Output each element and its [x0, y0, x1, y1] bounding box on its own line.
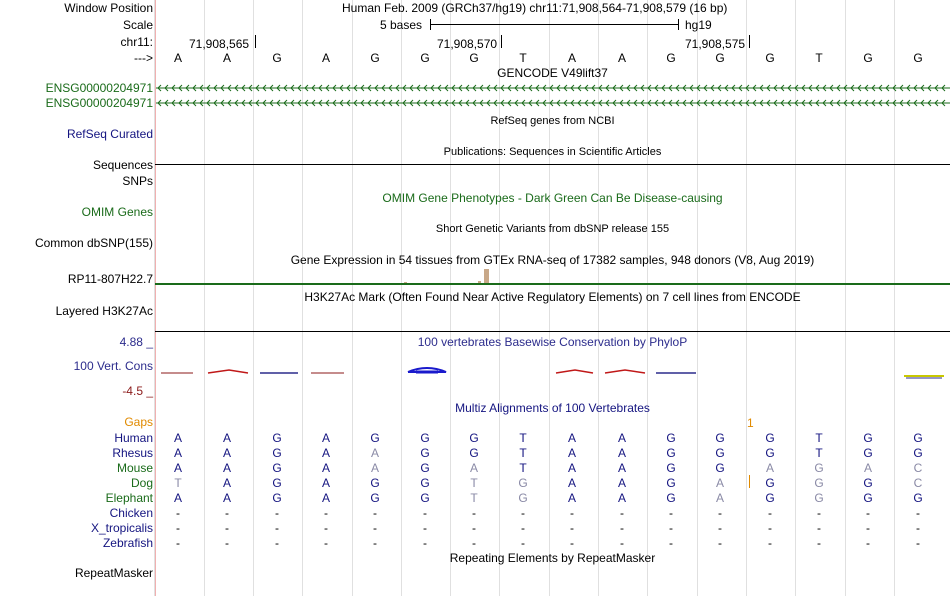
sequences-track-label[interactable]: Sequences — [92, 158, 153, 172]
aligned-base: - — [423, 536, 427, 550]
aligned-base: A — [715, 491, 724, 505]
scale-label: Scale — [122, 18, 153, 32]
scale-bar — [430, 24, 678, 25]
aligned-base: - — [472, 506, 476, 520]
h3k27ac-track-label[interactable]: Layered H3K27Ac — [55, 304, 153, 318]
coordinate-tick — [255, 35, 256, 48]
gtex-gene-bar[interactable] — [155, 283, 950, 285]
aligned-base: - — [225, 536, 229, 550]
gtex-tissue-bar[interactable] — [478, 281, 481, 283]
aligned-base: G — [370, 491, 380, 505]
aligned-base: G — [814, 476, 824, 490]
phylop-negative-peak — [208, 370, 248, 373]
aligned-base: G — [272, 446, 282, 460]
aligned-base: A — [222, 431, 231, 445]
aligned-base: T — [519, 461, 527, 475]
aligned-base: G — [420, 431, 430, 445]
insertion-marker — [749, 475, 750, 488]
reference-base: A — [173, 51, 182, 65]
aligned-base: - — [275, 506, 279, 520]
aligned-base: A — [173, 446, 182, 460]
aligned-base: - — [472, 536, 476, 550]
reference-base: G — [715, 51, 725, 65]
h3k27ac-baseline — [155, 331, 950, 332]
aligned-base: G — [420, 491, 430, 505]
aligned-base: A — [321, 461, 330, 475]
phylop-track-title: 100 vertebrates Basewise Conservation by PhyloP — [417, 335, 688, 349]
aligned-base: G — [272, 461, 282, 475]
aligned-base: A — [173, 461, 182, 475]
phylop-max-label: 4.88 _ — [119, 335, 153, 349]
aligned-base: - — [866, 536, 870, 550]
aligned-base: - — [373, 521, 377, 535]
aligned-base: A — [173, 431, 182, 445]
aligned-base: A — [765, 461, 774, 475]
aligned-base: - — [423, 521, 427, 535]
aligned-base: G — [666, 476, 676, 490]
aligned-base: G — [272, 491, 282, 505]
aligned-base: A — [321, 476, 330, 490]
aligned-base: - — [620, 536, 624, 550]
reference-base: A — [321, 51, 330, 65]
aligned-base: - — [916, 536, 920, 550]
phylop-track-label[interactable]: 100 Vert. Cons — [73, 359, 153, 373]
coordinate-tick-label: 71,908,565 — [189, 37, 250, 51]
aligned-base: T — [815, 446, 823, 460]
aligned-base: G — [666, 431, 676, 445]
aligned-base: T — [519, 446, 527, 460]
gtex-track-title: Gene Expression in 54 tissues from GTEx RNA-seq of 17382 samples, 948 donors (V8, Aug 2019) — [290, 253, 815, 267]
aligned-base: A — [567, 446, 576, 460]
aligned-base: G — [370, 476, 380, 490]
aligned-base: - — [324, 506, 328, 520]
aligned-base: G — [765, 446, 775, 460]
aligned-base: - — [521, 521, 525, 535]
aligned-base: G — [913, 446, 923, 460]
species-label[interactable]: Dog — [130, 476, 153, 490]
aligned-base: G — [272, 476, 282, 490]
aligned-base: A — [370, 461, 379, 475]
multiz-track-title: Multiz Alignments of 100 Vertebrates — [455, 401, 650, 415]
aligned-base: - — [866, 506, 870, 520]
aligned-base: G — [814, 491, 824, 505]
aligned-base: - — [620, 506, 624, 520]
aligned-base: A — [222, 476, 231, 490]
reference-base: A — [617, 51, 626, 65]
species-label[interactable]: Mouse — [116, 461, 153, 475]
aligned-base: G — [715, 431, 725, 445]
reference-base: G — [765, 51, 775, 65]
gencode-gene-label[interactable]: ENSG00000204971 — [45, 96, 153, 110]
aligned-base: A — [567, 476, 576, 490]
omim-track-title: OMIM Gene Phenotypes - Dark Green Can Be Disease-causing — [382, 191, 723, 205]
aligned-base: A — [173, 491, 182, 505]
sequences-track-line — [155, 164, 950, 165]
aligned-base: - — [275, 536, 279, 550]
aligned-base: G — [715, 446, 725, 460]
aligned-base: G — [420, 446, 430, 460]
aligned-base: G — [765, 491, 775, 505]
aligned-base: T — [815, 431, 823, 445]
gencode-gene-models[interactable] — [156, 82, 950, 110]
coordinate-tick-label: 71,908,570 — [437, 37, 498, 51]
window-position-text: Human Feb. 2009 (GRCh37/hg19) chr11:71,908,564-71,908,579 (16 bp) — [342, 1, 728, 15]
aligned-base: - — [225, 521, 229, 535]
repeatmasker-track-title: Repeating Elements by RepeatMasker — [449, 551, 656, 565]
species-label[interactable]: Chicken — [109, 506, 153, 520]
aligned-base: - — [768, 506, 772, 520]
chrom-label: chr11: — [120, 35, 153, 49]
aligned-base: C — [913, 476, 923, 490]
gencode-gene-label[interactable]: ENSG00000204971 — [45, 81, 153, 95]
aligned-base: G — [814, 461, 824, 475]
gaps-label: Gaps — [124, 415, 153, 429]
aligned-base: G — [913, 431, 923, 445]
aligned-base: - — [176, 536, 180, 550]
gencode-track-title: GENCODE V49lift37 — [497, 66, 608, 80]
window-position-label: Window Position — [64, 1, 153, 15]
aligned-base: T — [174, 476, 182, 490]
aligned-base: G — [518, 476, 528, 490]
aligned-base: A — [321, 446, 330, 460]
aligned-base: G — [666, 446, 676, 460]
phylop-negative-peak — [556, 370, 593, 373]
aligned-base: G — [863, 491, 873, 505]
aligned-base: G — [469, 446, 479, 460]
aligned-base: G — [715, 461, 725, 475]
aligned-base: G — [863, 446, 873, 460]
aligned-base: C — [913, 461, 923, 475]
aligned-base: - — [817, 521, 821, 535]
aligned-base: - — [275, 521, 279, 535]
aligned-base: A — [715, 476, 724, 490]
reference-base: G — [272, 51, 282, 65]
reference-base: A — [222, 51, 231, 65]
aligned-base: - — [176, 521, 180, 535]
aligned-base: - — [768, 521, 772, 535]
aligned-base: G — [666, 461, 676, 475]
species-label[interactable]: Elephant — [105, 491, 153, 505]
dbsnp-track-title: Short Genetic Variants from dbSNP release 155 — [435, 223, 670, 235]
gap-marker: 1 — [747, 416, 754, 430]
aligned-base: G — [765, 476, 775, 490]
aligned-base: A — [863, 461, 872, 475]
aligned-base: A — [567, 491, 576, 505]
dbsnp-track-label[interactable]: Common dbSNP(155) — [34, 236, 153, 250]
aligned-base: - — [570, 506, 574, 520]
omim-track-label[interactable]: OMIM Genes — [81, 205, 153, 219]
aligned-base: A — [617, 431, 626, 445]
aligned-base: A — [370, 446, 379, 460]
aligned-base: - — [472, 521, 476, 535]
strand-label: ---> — [134, 51, 153, 65]
scale-bar-label: 5 bases — [380, 18, 423, 32]
reference-base: T — [815, 51, 823, 65]
aligned-base: - — [373, 506, 377, 520]
coordinate-tick — [749, 35, 750, 48]
aligned-base: G — [863, 476, 873, 490]
snps-track-label[interactable]: SNPs — [122, 174, 153, 188]
aligned-base: - — [768, 536, 772, 550]
aligned-base: G — [469, 431, 479, 445]
aligned-base: - — [620, 521, 624, 535]
coordinate-tick — [501, 35, 502, 48]
aligned-base: A — [321, 431, 330, 445]
aligned-base: - — [324, 521, 328, 535]
reference-base: G — [913, 51, 923, 65]
gtex-tissue-bar[interactable] — [484, 269, 489, 283]
aligned-base: - — [916, 521, 920, 535]
reference-base: T — [519, 51, 527, 65]
phylop-min-label: -4.5 _ — [122, 384, 153, 398]
aligned-base: T — [470, 491, 478, 505]
aligned-base: A — [567, 461, 576, 475]
aligned-base: A — [222, 461, 231, 475]
species-label[interactable]: Rhesus — [112, 446, 153, 460]
aligned-base: - — [176, 506, 180, 520]
aligned-base: - — [521, 506, 525, 520]
publications-track-title: Publications: Sequences in Scientific Articles — [443, 146, 662, 158]
species-label[interactable]: X_tropicalis — [90, 521, 153, 535]
h3k27ac-track-title: H3K27Ac Mark (Often Found Near Active Regulatory Elements) on 7 cell lines from ENCODE — [304, 290, 801, 304]
reference-base: G — [666, 51, 676, 65]
aligned-base: A — [222, 491, 231, 505]
aligned-base: - — [570, 521, 574, 535]
aligned-base: - — [817, 506, 821, 520]
aligned-base: - — [718, 521, 722, 535]
repeatmasker-track-label[interactable]: RepeatMasker — [74, 566, 153, 580]
scale-bar-right-end — [678, 19, 679, 30]
aligned-base: - — [669, 506, 673, 520]
species-label[interactable]: Human — [114, 431, 153, 445]
aligned-base: - — [669, 536, 673, 550]
aligned-base: - — [373, 536, 377, 550]
phylop-negative-peak — [605, 370, 645, 373]
aligned-base: - — [521, 536, 525, 550]
coordinate-tick-label: 71,908,575 — [685, 37, 746, 51]
aligned-base: - — [866, 521, 870, 535]
phylop-conservation-graph[interactable] — [156, 360, 950, 384]
aligned-base: A — [469, 461, 478, 475]
gtex-tissue-bar[interactable] — [404, 282, 407, 283]
aligned-base: T — [470, 476, 478, 490]
aligned-base: G — [272, 431, 282, 445]
aligned-base: - — [225, 506, 229, 520]
aligned-base: G — [913, 491, 923, 505]
aligned-base: G — [765, 431, 775, 445]
reference-base: G — [420, 51, 430, 65]
reference-base: A — [567, 51, 576, 65]
aligned-base: A — [321, 491, 330, 505]
species-label[interactable]: Zebrafish — [102, 536, 153, 550]
aligned-base: A — [222, 446, 231, 460]
aligned-base: A — [567, 431, 576, 445]
aligned-base: T — [519, 431, 527, 445]
reference-base: G — [863, 51, 873, 65]
aligned-base: A — [617, 491, 626, 505]
aligned-base: G — [518, 491, 528, 505]
aligned-base: - — [718, 506, 722, 520]
aligned-base: - — [817, 536, 821, 550]
aligned-base: G — [420, 476, 430, 490]
scale-assembly: hg19 — [685, 18, 712, 32]
aligned-base: A — [617, 446, 626, 460]
aligned-base: - — [916, 506, 920, 520]
aligned-base: A — [617, 476, 626, 490]
reference-base: G — [469, 51, 479, 65]
aligned-base: - — [324, 536, 328, 550]
gtex-track-label[interactable]: RP11-807H22.7 — [67, 272, 153, 286]
aligned-base: - — [570, 536, 574, 550]
aligned-base: A — [617, 461, 626, 475]
aligned-base: - — [423, 506, 427, 520]
aligned-base: G — [420, 461, 430, 475]
aligned-base: - — [669, 521, 673, 535]
reference-base: G — [370, 51, 380, 65]
refseq-track-label[interactable]: RefSeq Curated — [66, 127, 153, 141]
scale-bar-left-end — [430, 19, 431, 30]
aligned-base: G — [666, 491, 676, 505]
aligned-base: G — [370, 431, 380, 445]
aligned-base: G — [863, 431, 873, 445]
refseq-track-title: RefSeq genes from NCBI — [490, 115, 615, 127]
aligned-base: - — [718, 536, 722, 550]
